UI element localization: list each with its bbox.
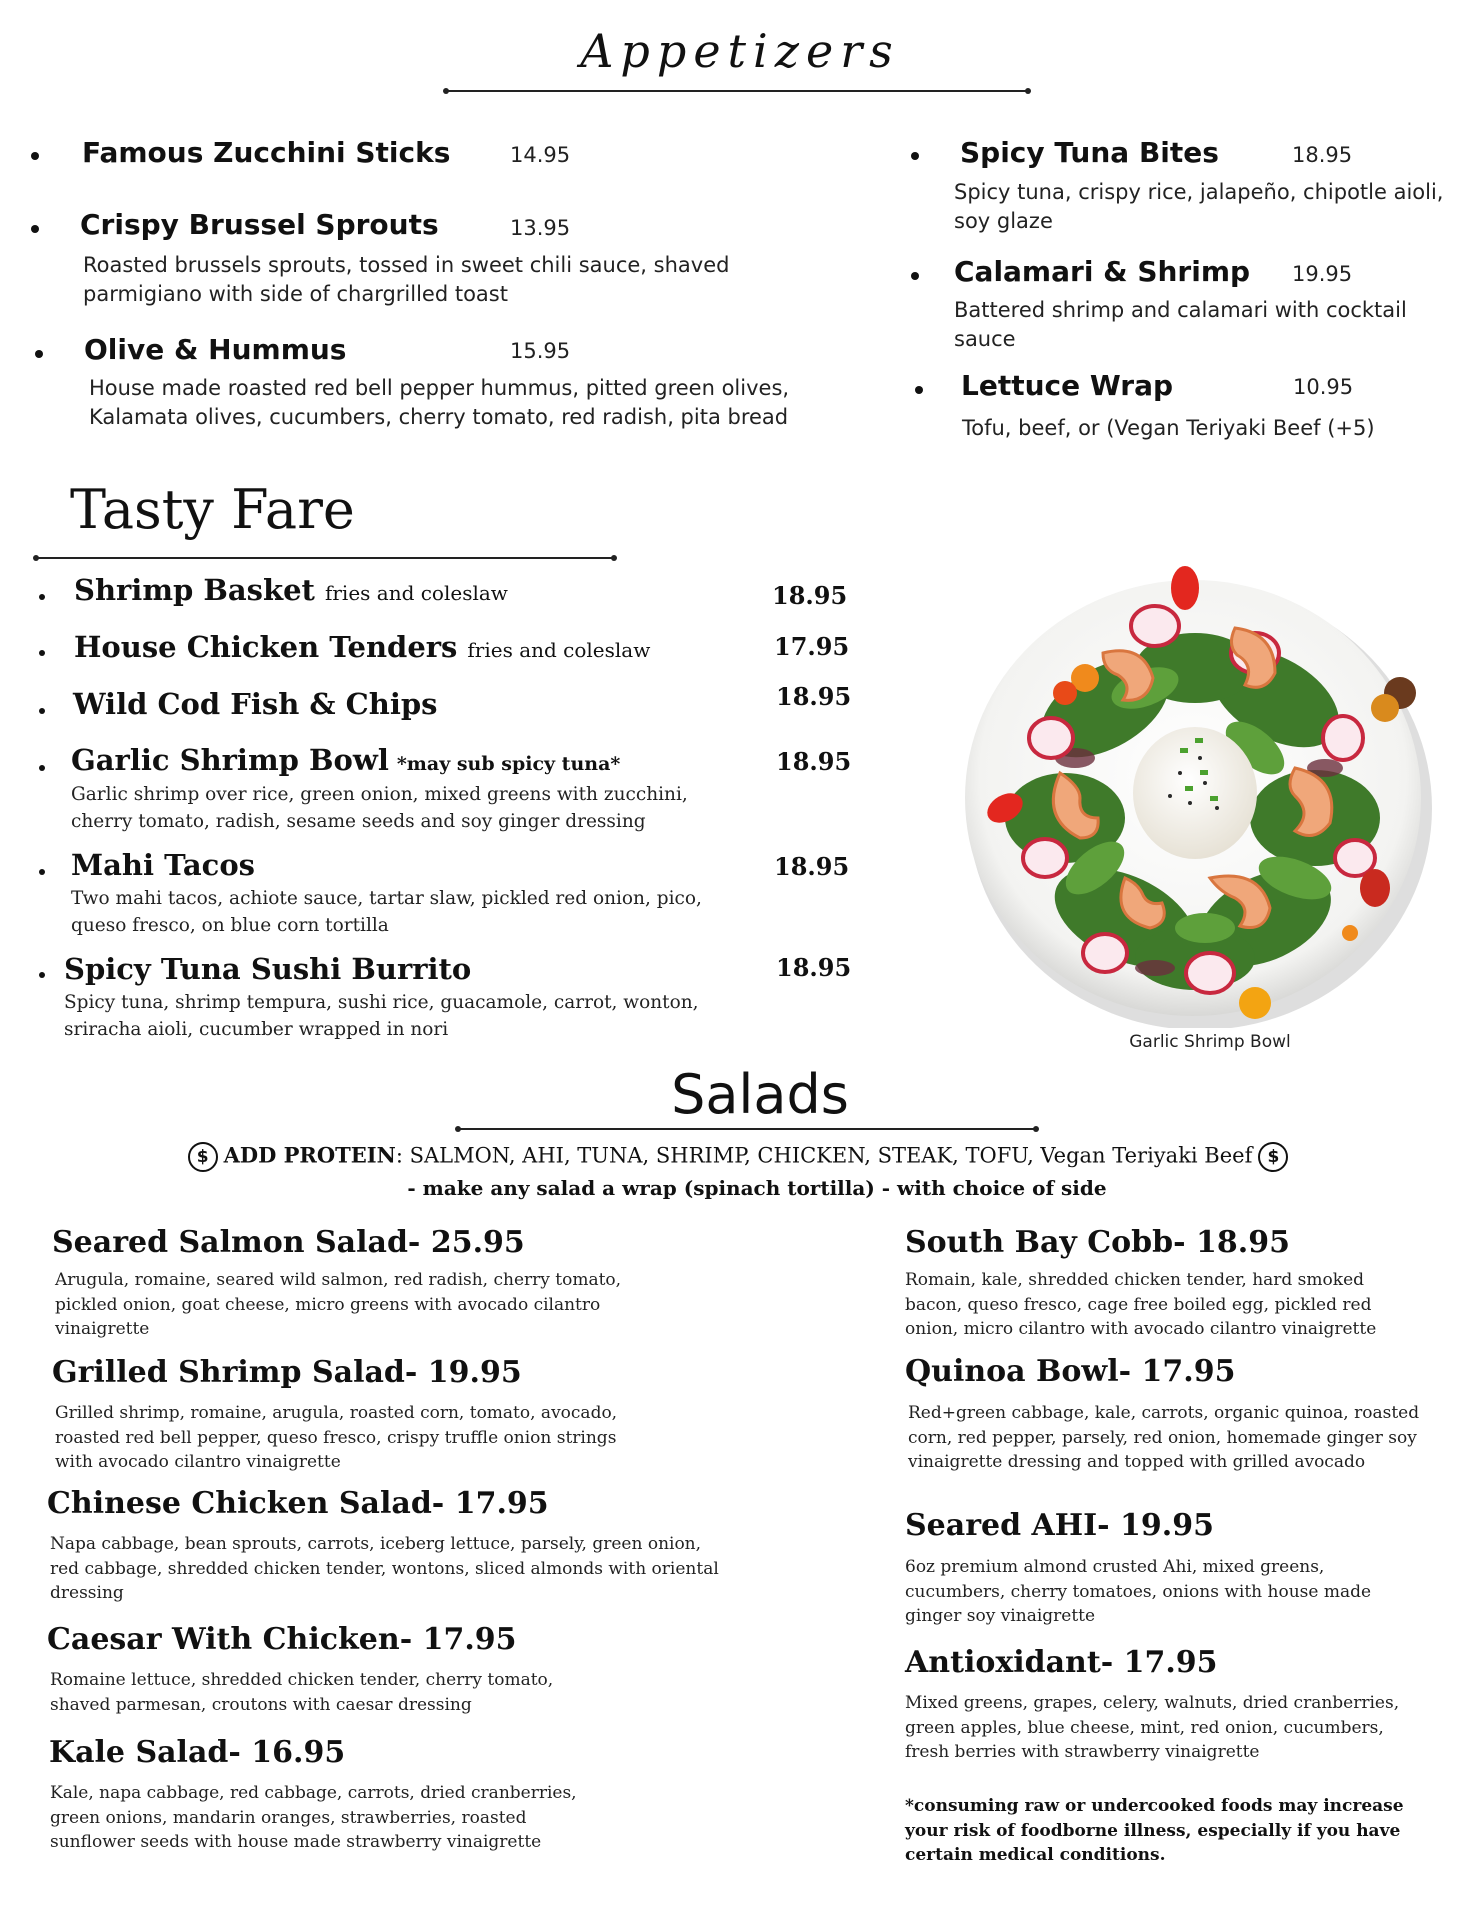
menu-item-name: Olive & Hummus [84, 333, 347, 366]
salad-name: South Bay Cobb- 18.95 [905, 1225, 1290, 1260]
bullet [39, 594, 45, 600]
appetizers-heading: Appetizers [580, 24, 900, 78]
menu-item-title: House Chicken Tenders [74, 630, 458, 664]
menu-item-name [74, 630, 650, 664]
menu-item-price: 18.95 [772, 581, 848, 610]
salads-divider [458, 1128, 1036, 1130]
menu-item-price: 18.95 [1292, 143, 1353, 167]
salad-description: Red+green cabbage, kale, carrots, organic quinoa, roasted corn, red pepper, parsely, red onion, homemade ginger soy vinaigrette dressing and topped with grilled avocado [908, 1403, 1420, 1472]
salad-description: 6oz premium almond crusted Ahi, mixed greens, cucumbers, cherry tomatoes, onions with house made ginger soy vinaigrette [905, 1557, 1372, 1626]
menu-item-price: 18.95 [776, 953, 852, 982]
menu-item-price: 18.95 [776, 747, 852, 776]
menu-item-name [71, 848, 255, 882]
menu-item-title: Wild Cod Fish & Chips [73, 687, 438, 721]
salad-name: Kale Salad- 16.95 [49, 1735, 346, 1770]
bullet [911, 272, 919, 280]
salad-description: Mixed greens, grapes, celery, walnuts, dried cranberries, green apples, blue cheese, mint, red onion, cucumbers, fresh berries with strawberry vinaigrette [905, 1693, 1400, 1762]
salad-name: Seared Salmon Salad- 25.95 [52, 1225, 525, 1260]
photo-caption: Garlic Shrimp Bowl [1129, 1032, 1291, 1052]
menu-item-description: Garlic shrimp over rice, green onion, mixed greens with zucchini, cherry tomato, radish, sesame seeds and soy ginger dressing [71, 784, 688, 832]
bullet [39, 869, 45, 875]
menu-item-price: 17.95 [774, 632, 850, 661]
menu-item-description: Roasted brussels sprouts, tossed in sweet chili sauce, shaved parmigiano with side of chargrilled toast [83, 253, 730, 306]
appetizers-divider [446, 90, 1028, 92]
menu-item-name: Lettuce Wrap [961, 369, 1174, 402]
menu-item-name [73, 687, 437, 721]
menu-item-note: fries and coleslaw [324, 581, 508, 605]
menu-item-title: Garlic Shrimp Bowl [71, 743, 389, 777]
menu-item-price: 13.95 [510, 216, 571, 240]
bullet [915, 386, 923, 394]
menu-item-name: Famous Zucchini Sticks [82, 136, 451, 169]
add-protein-list: : SALMON, AHI, TUNA, SHRIMP, CHICKEN, STEAK, TOFU, Vegan Teriyaki Beef [395, 1143, 1253, 1168]
menu-item-name [64, 952, 471, 986]
wrap-note: - make any salad a wrap (spinach tortilla) - with choice of side [407, 1176, 1107, 1200]
dollar-sign-icon: $ [188, 1142, 218, 1172]
menu-item-price: 18.95 [776, 682, 852, 711]
menu-item-name: Calamari & Shrimp [954, 255, 1251, 288]
menu-item-price: 10.95 [1293, 375, 1354, 399]
salad-name: Quinoa Bowl- 17.95 [905, 1354, 1236, 1389]
salad-name: Chinese Chicken Salad- 17.95 [47, 1486, 549, 1521]
tasty-fare-divider [36, 557, 614, 559]
salad-description: Arugula, romaine, seared wild salmon, red radish, cherry tomato, pickled onion, goat cheese, micro greens with avocado cilantro vinaigrette [55, 1270, 622, 1339]
menu-item-title: Spicy Tuna Sushi Burrito [64, 952, 472, 986]
bullet [39, 765, 45, 771]
menu-item-description: Two mahi tacos, achiote sauce, tartar slaw, pickled red onion, pico, queso fresco, on blue corn tortilla [71, 888, 702, 936]
menu-item-title: Mahi Tacos [71, 848, 256, 882]
tasty-fare-heading: Tasty Fare [70, 478, 355, 541]
garlic-shrimp-bowl-photo [955, 558, 1455, 1028]
add-protein-line [0, 1142, 1476, 1172]
salad-description: Grilled shrimp, romaine, arugula, roasted corn, tomato, avocado, roasted red bell pepper, queso fresco, crispy truffle onion strings with avocado cilantro vinaigrette [55, 1403, 618, 1472]
menu-item-name: Crispy Brussel Sprouts [80, 208, 439, 241]
menu-item-description: Spicy tuna, crispy rice, jalapeño, chipotle aioli, soy glaze [954, 180, 1444, 233]
salad-description: Kale, napa cabbage, red cabbage, carrots, dried cranberries, green onions, mandarin oranges, strawberries, roasted sunflower seeds with house made strawberry vinaigrette [50, 1783, 577, 1852]
menu-item-description: Battered shrimp and calamari with cocktail sauce [954, 298, 1407, 351]
salad-description: Napa cabbage, bean sprouts, carrots, iceberg lettuce, parsely, green onion, red cabbage, shredded chicken tender, wontons, sliced almonds with oriental dressing [50, 1534, 719, 1603]
menu-item-price: 19.95 [1292, 262, 1353, 286]
dollar-sign-icon: $ [1258, 1142, 1288, 1172]
menu-item-price: 14.95 [510, 143, 571, 167]
menu-item-description: House made roasted red bell pepper hummus, pitted green olives, Kalamata olives, cucumbers, cherry tomato, red radish, pita bread [89, 376, 790, 429]
salad-description: Romaine lettuce, shredded chicken tender, cherry tomato, shaved parmesan, croutons with caesar dressing [50, 1670, 554, 1715]
salad-description: Romain, kale, shredded chicken tender, hard smoked bacon, queso fresco, cage free boiled egg, pickled red onion, micro cilantro with avocado cilantro vinaigrette [905, 1270, 1377, 1339]
menu-item-title: Shrimp Basket [74, 573, 315, 607]
bullet [31, 225, 39, 233]
add-protein-label: ADD PROTEIN [223, 1142, 396, 1168]
menu-item-price: 15.95 [510, 339, 571, 363]
salad-name: Antioxidant- 17.95 [905, 1645, 1218, 1680]
menu-item-name [74, 573, 508, 607]
bullet [39, 650, 45, 656]
salad-name: Caesar With Chicken- 17.95 [47, 1622, 517, 1657]
bullet [31, 152, 39, 160]
menu-item-description: Tofu, beef, or (Vegan Teriyaki Beef (+5) [962, 416, 1375, 440]
menu-item-name [71, 743, 620, 777]
menu-item-name: Spicy Tuna Bites [960, 136, 1219, 169]
menu-item-note: *may sub spicy tuna* [396, 753, 621, 775]
salads-heading: Salads [671, 1063, 849, 1126]
salad-name: Seared AHI- 19.95 [905, 1508, 1214, 1543]
menu-item-note: fries and coleslaw [467, 638, 651, 662]
bullet [39, 708, 45, 714]
menu-item-description: Spicy tuna, shrimp tempura, sushi rice, guacamole, carrot, wonton, sriracha aioli, cucumber wrapped in nori [64, 992, 699, 1040]
salad-name: Grilled Shrimp Salad- 19.95 [52, 1355, 522, 1390]
bullet [911, 152, 919, 160]
disclaimer: *consuming raw or undercooked foods may increase your risk of foodborne illness, especially if you have certain medical conditions. [905, 1796, 1404, 1865]
bullet [35, 350, 43, 358]
bullet [39, 972, 45, 978]
menu-item-price: 18.95 [774, 852, 850, 881]
